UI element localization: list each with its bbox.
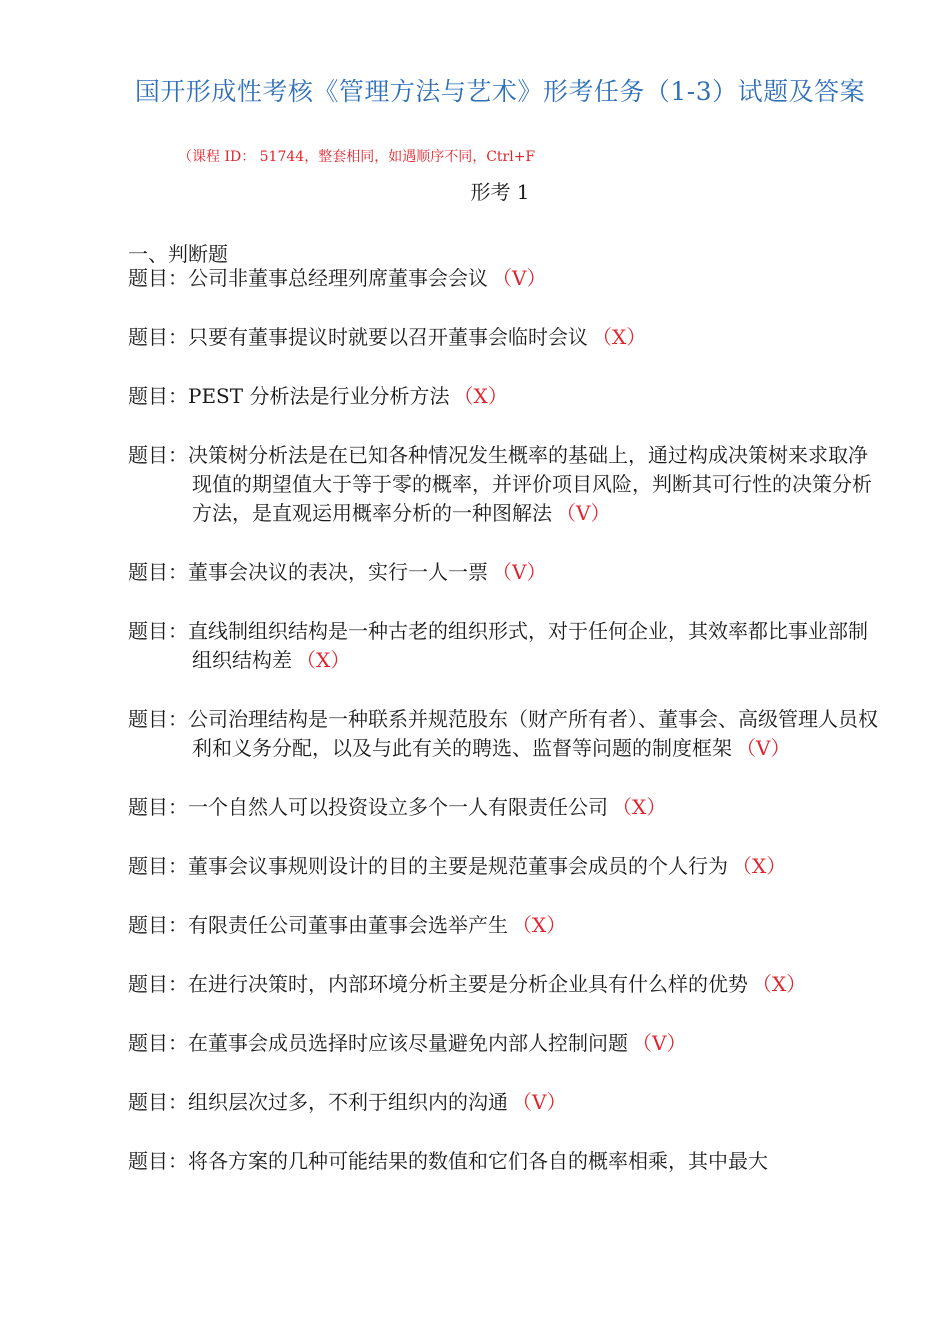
question-text: 组织层次过多，不利于组织内的沟通 — [188, 1090, 508, 1114]
question-item — [128, 264, 880, 293]
question-prefix: 题目： — [128, 1090, 188, 1114]
question-text: 将各方案的几种可能结果的数值和它们各自的概率相乘，其中最大 — [188, 1149, 768, 1173]
question-prefix: 题目： — [128, 443, 188, 467]
question-item — [128, 441, 880, 528]
question-prefix: 题目： — [128, 266, 188, 290]
question-answer: （V） — [632, 1031, 687, 1055]
question-item — [128, 558, 880, 587]
question-text: PEST 分析法是行业分析方法 — [188, 384, 450, 408]
question-text: 有限责任公司董事由董事会选举产生 — [188, 913, 508, 937]
question-text: 公司治理结构是一种联系并规范股东（财产所有者）、董事会、高级管理人员权利和义务分配，以及与此有关的聘选、监督等问题的制度框架 — [188, 707, 878, 760]
question-text: 决策树分析法是在已知各种情况发生概率的基础上，通过构成决策树来求取净现值的期望值大于等于零的概率，并评价项目风险，判断其可行性的决策分析方法，是直观运用概率分析的一种图解法 — [188, 443, 872, 525]
question-prefix: 题目： — [128, 560, 188, 584]
question-answer: （X） — [732, 854, 787, 878]
question-item — [128, 1088, 880, 1117]
question-answer: （X） — [453, 384, 508, 408]
question-item — [128, 382, 880, 411]
question-text: 公司非董事总经理列席董事会会议 — [188, 266, 488, 290]
question-answer: （V） — [512, 1090, 567, 1114]
question-prefix: 题目： — [128, 854, 188, 878]
question-text: 一个自然人可以投资设立多个一人有限责任公司 — [188, 795, 608, 819]
question-item — [128, 617, 880, 675]
part-heading: 一、判断题 — [128, 242, 228, 266]
question-list — [128, 264, 880, 1206]
question-prefix: 题目： — [128, 707, 188, 731]
question-text: 直线制组织结构是一种古老的组织形式，对于任何企业，其效率都比事业部制组织结构差 — [188, 619, 868, 672]
question-prefix: 题目： — [128, 1031, 188, 1055]
question-item — [128, 1029, 880, 1058]
question-text: 在董事会成员选择时应该尽量避免内部人控制问题 — [188, 1031, 628, 1055]
question-item — [128, 793, 880, 822]
question-item — [128, 970, 880, 999]
question-answer: （V） — [736, 736, 791, 760]
question-answer: （V） — [556, 501, 611, 525]
question-answer: （X） — [592, 325, 647, 349]
question-prefix: 题目： — [128, 913, 188, 937]
question-text: 在进行决策时，内部环境分析主要是分析企业具有什么样的优势 — [188, 972, 748, 996]
question-answer: （X） — [612, 795, 667, 819]
document-title: 国开形成性考核《管理方法与艺术》形考任务（1-3）试题及答案 — [134, 77, 866, 106]
question-answer: （X） — [296, 648, 351, 672]
question-prefix: 题目： — [128, 384, 188, 408]
question-prefix: 题目： — [128, 972, 188, 996]
question-answer: （X） — [752, 972, 807, 996]
question-answer: （V） — [492, 266, 547, 290]
question-answer: （X） — [512, 913, 567, 937]
question-item — [128, 705, 880, 763]
question-item — [128, 1147, 880, 1176]
question-text: 董事会决议的表决，实行一人一票 — [188, 560, 488, 584]
question-item — [128, 852, 880, 881]
question-item — [128, 323, 880, 352]
question-prefix: 题目： — [128, 1149, 188, 1173]
question-item — [128, 911, 880, 940]
question-prefix: 题目： — [128, 619, 188, 643]
question-text: 只要有董事提议时就要以召开董事会临时会议 — [188, 325, 588, 349]
section-title: 形考 1 — [470, 180, 530, 204]
question-prefix: 题目： — [128, 325, 188, 349]
question-answer: （V） — [492, 560, 547, 584]
question-text: 董事会议事规则设计的目的主要是规范董事会成员的个人行为 — [188, 854, 728, 878]
course-note: （课程 ID： 51744，整套相同，如遇顺序不同，Ctrl+F — [178, 149, 536, 165]
question-prefix: 题目： — [128, 795, 188, 819]
